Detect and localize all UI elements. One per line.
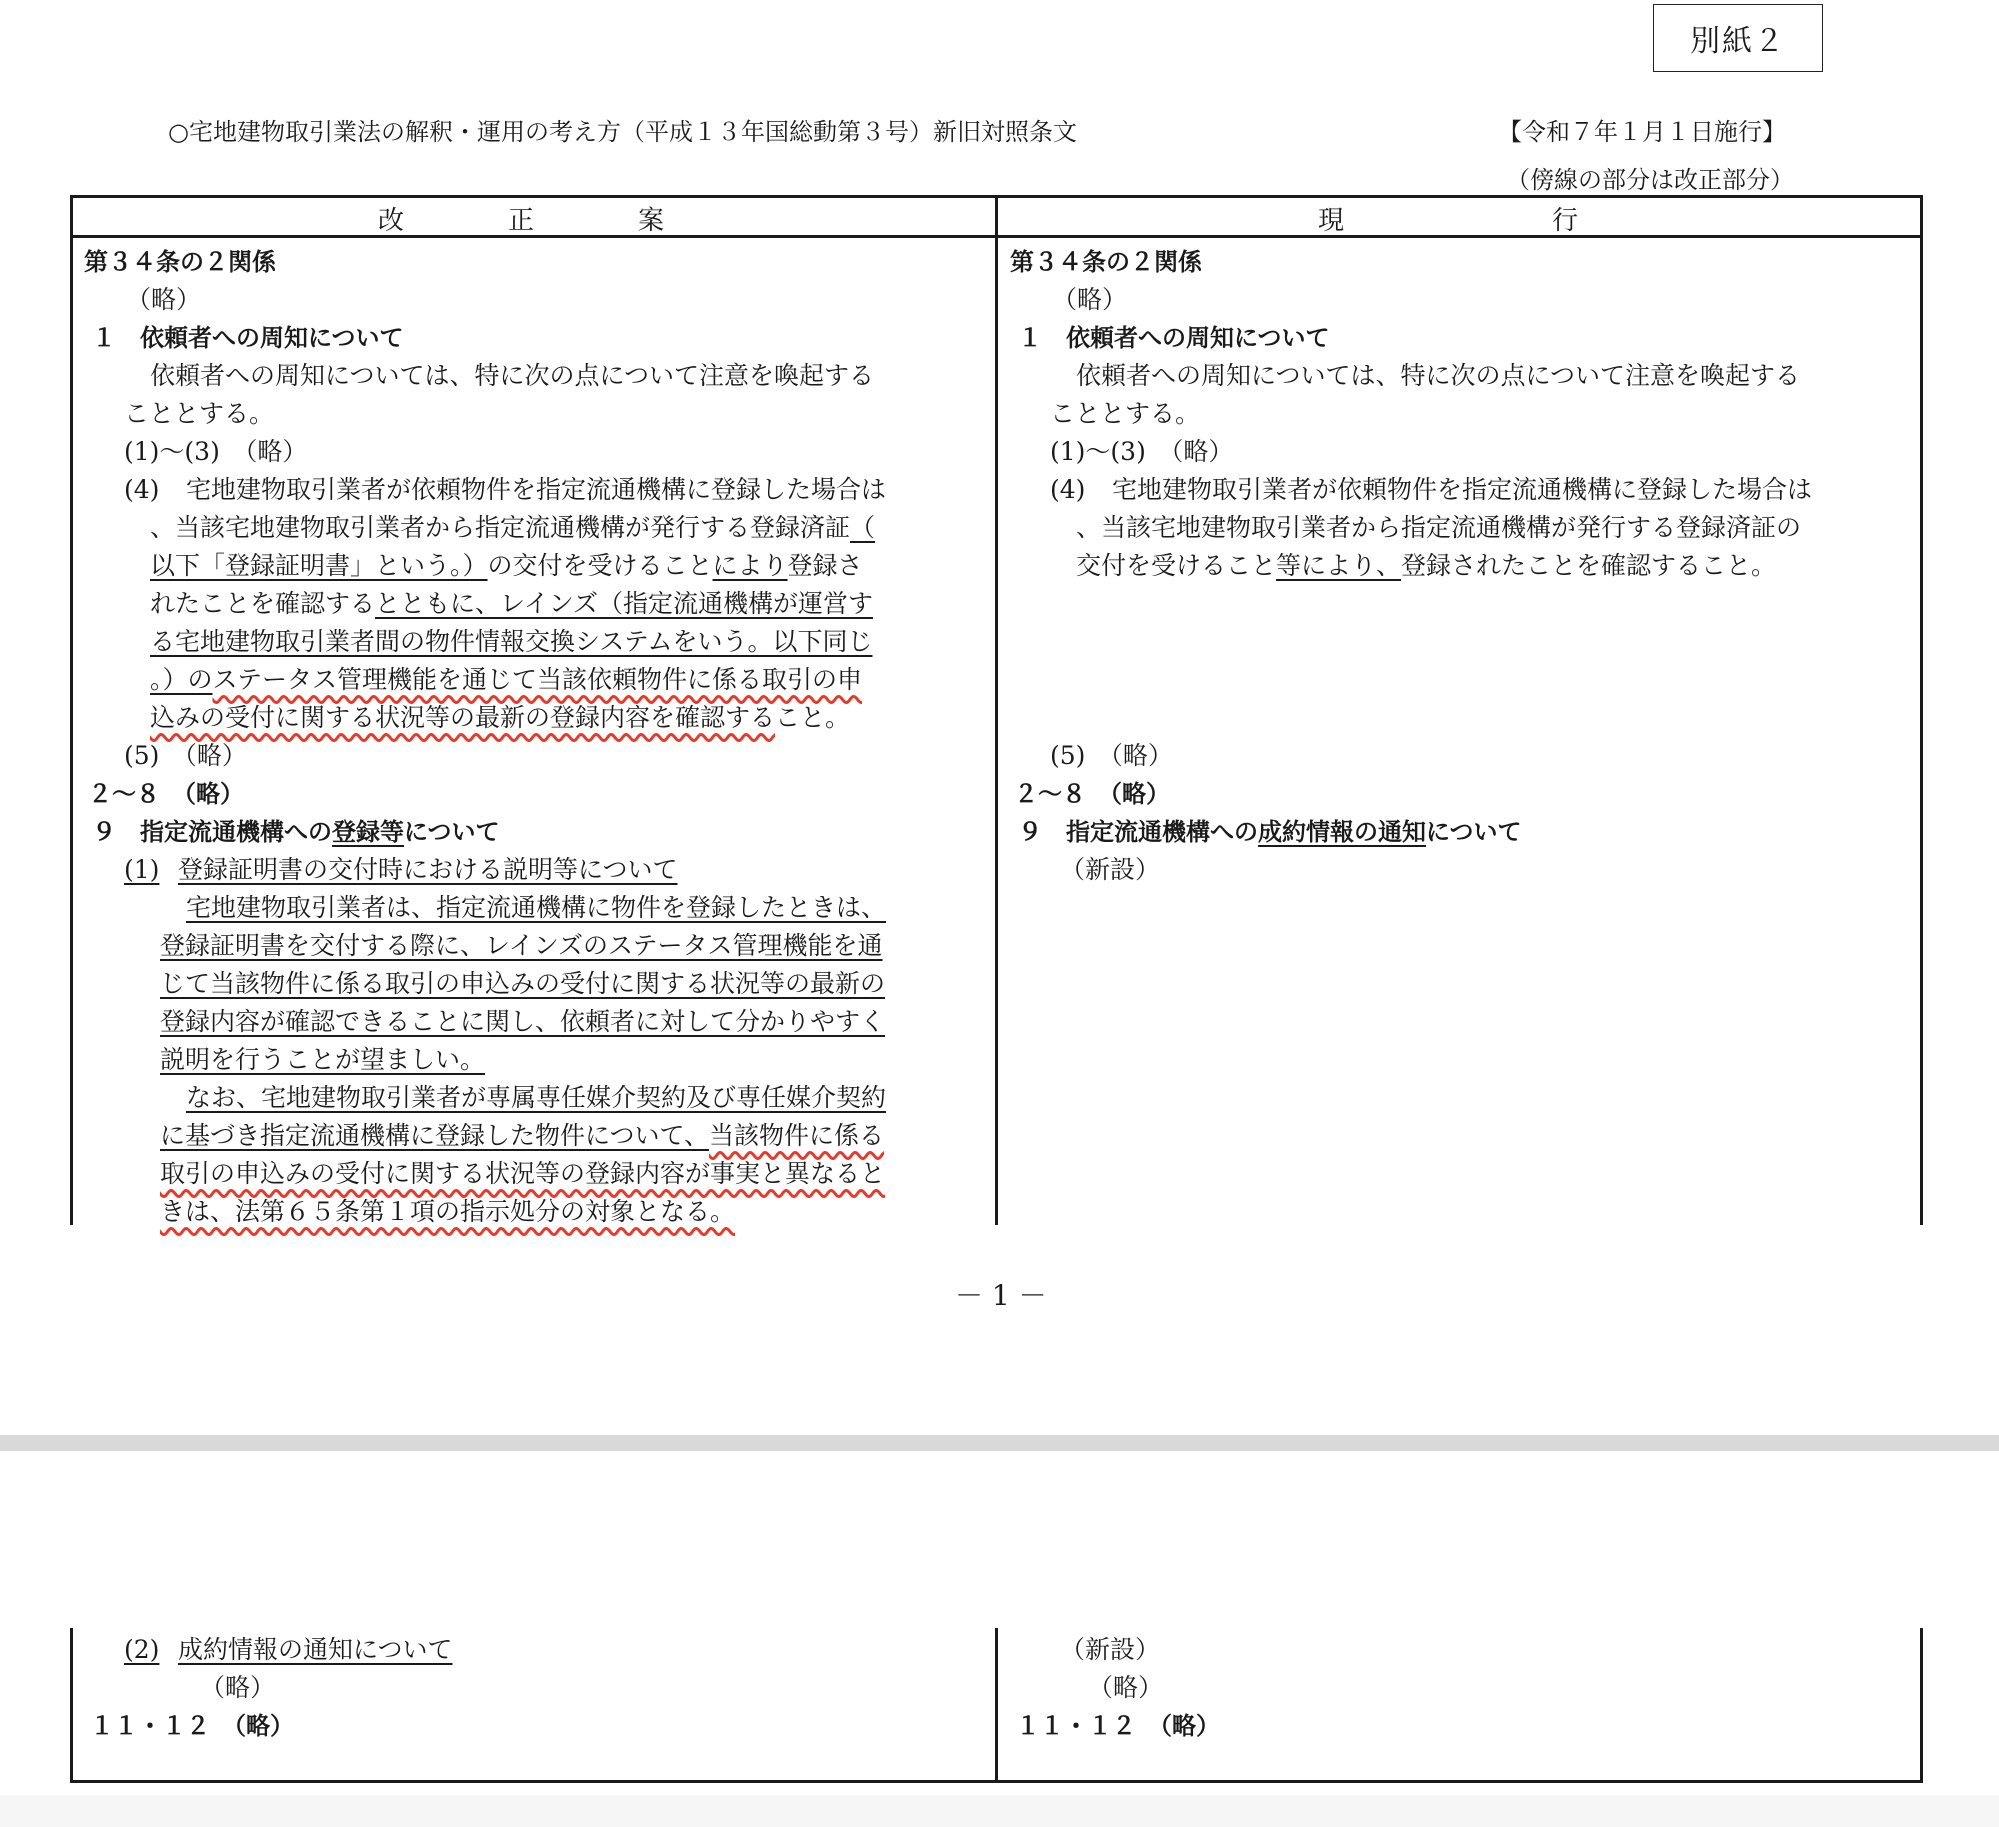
amended-text: 。）の [150, 665, 213, 694]
item-title: 依頼者への周知について [1066, 324, 1330, 352]
body-text: 依頼者への周知については、特に次の点について注意を喚起する [150, 361, 875, 390]
amended-text: 成約情報の通知 [1258, 818, 1426, 846]
items-omitted: １１・１２ （略） [90, 1712, 294, 1740]
amended-text: 説明を行うことが望ましい。 [160, 1045, 486, 1074]
page-separator [0, 1435, 1999, 1451]
section-heading: 第３４条の２関係 [1010, 248, 1202, 276]
amended-text: 宅地建物取引業者は、指定流通機構に物件を登録したときは、 [186, 893, 887, 922]
text-run: 交付を受けること [1076, 551, 1277, 580]
item-title: 依頼者への周知について [140, 324, 404, 352]
omitted-text: （略） [200, 1673, 276, 1702]
new-provision-marker: （新設） [1060, 1635, 1161, 1664]
body-text: 宅地建物取引業者が依頼物件を指定流通機構に登録した場合は [186, 475, 887, 504]
text-run: れたことを確認する [150, 589, 376, 618]
page-bottom-edge [0, 1795, 1999, 1827]
item-title [1066, 813, 1522, 851]
amended-text: 等により、 [1276, 551, 1402, 580]
subitem-omitted: (1)～(3) （略） [124, 437, 308, 466]
amendment-note: （傍線の部分は改正部分） [1506, 166, 1794, 194]
subitem-omitted: (1)～(3) （略） [1050, 437, 1234, 466]
annex-label [1653, 4, 1823, 72]
text-run: 、当該宅地建物取引業者から指定流通機構が発行する登録済証 [150, 513, 851, 542]
omitted-text: （略） [1088, 1673, 1164, 1702]
body-text [1076, 547, 1776, 585]
item-number: ９ [92, 818, 116, 846]
amended-text: る宅地建物取引業者間の物件情報交換システムをいう。以下同じ [150, 627, 873, 656]
body-text [160, 1117, 884, 1155]
subitem-label: (4) [1050, 475, 1086, 504]
highlighted-text: きは、法第６５条第１項の指示処分の対象となる。 [160, 1197, 736, 1226]
highlighted-text: ステータス管理機能を通じて当該依頼物件に係る取引の申 [212, 665, 863, 694]
item-number: ９ [1018, 818, 1042, 846]
amended-text: 以下「登録証明書」という。） [150, 551, 488, 580]
item-title [140, 813, 500, 851]
highlighted-text: 込みの受付に関する状況等の最新の登録内容を確認する [150, 703, 776, 732]
subitem-label: (1) [124, 855, 160, 884]
amended-text: 登録証明書を交付する際に、レインズのステータス管理機能を通 [160, 931, 883, 960]
body-text [150, 585, 873, 623]
text-run: について [404, 818, 500, 846]
amended-text: 登録内容が確認できることに関し、依頼者に対して分かりやすく [160, 1007, 886, 1036]
subitem-label: (4) [124, 475, 160, 504]
item-number: １ [92, 324, 116, 352]
body-text [150, 547, 863, 585]
highlighted-text: 取引の申込みの受付に関する状況等の登録内容が事実と異なると [160, 1159, 886, 1188]
items-omitted: ２～８ （略） [88, 780, 244, 808]
section-heading: 第３４条の２関係 [84, 248, 276, 276]
document-title: ○宅地建物取引業法の解釈・運用の考え方（平成１３年国総動第３号）新旧対照条文 [168, 118, 1077, 146]
header-current: 現 行 [1318, 206, 1579, 236]
items-omitted: １１・１２ （略） [1016, 1712, 1220, 1740]
amended-text: 登録等 [332, 818, 404, 846]
subitem-omitted: (5) （略） [124, 741, 247, 770]
page-number: － 1 － [955, 1279, 1047, 1312]
annex-label-text: 別紙２ [1690, 24, 1786, 59]
column-divider [995, 1628, 998, 1783]
body-text [150, 661, 862, 699]
subitem-title: 成約情報の通知について [178, 1635, 453, 1664]
text-run: こと。 [775, 703, 851, 732]
amended-text: （ [850, 513, 876, 542]
text-run: 指定流通機構への [140, 818, 332, 846]
subitem-omitted: (5) （略） [1050, 741, 1173, 770]
column-divider [995, 195, 998, 1225]
effective-date: 【令和７年１月１日施行】 [1498, 118, 1786, 146]
amended-text: に基づき指定流通機構に登録した物件について、 [160, 1121, 710, 1150]
body-text [150, 699, 850, 737]
text-run: 指定流通機構への [1066, 818, 1258, 846]
omitted-text: （略） [126, 285, 202, 314]
text-run: の交付を受けること [487, 551, 713, 580]
items-omitted: ２～８ （略） [1014, 780, 1170, 808]
amended-text: じて当該物件に係る取引の申込みの受付に関する状況等の最新の [160, 969, 886, 998]
body-text: 宅地建物取引業者が依頼物件を指定流通機構に登録した場合は [1112, 475, 1813, 504]
amended-text: なお、宅地建物取引業者が専属専任媒介契約及び専任媒介契約 [186, 1083, 887, 1112]
new-provision-marker: （新設） [1060, 855, 1161, 884]
body-text: こととする。 [1050, 399, 1201, 428]
text-run: 登録されたことを確認すること。 [1401, 551, 1777, 580]
subitem-title: 登録証明書の交付時における説明等について [178, 855, 678, 884]
subitem-label: (2) [124, 1635, 160, 1664]
body-text: こととする。 [124, 399, 275, 428]
omitted-text: （略） [1052, 285, 1128, 314]
body-text: 依頼者への周知については、特に次の点について注意を喚起する [1076, 361, 1801, 390]
body-text [150, 509, 875, 547]
amended-text: とともに、レインズ（指定流通機構が運営す [375, 589, 874, 618]
text-run: 登録さ [787, 551, 863, 580]
body-text: 、当該宅地建物取引業者から指定流通機構が発行する登録済証の [1076, 513, 1802, 542]
highlighted-text: 当該物件に係る [709, 1121, 885, 1150]
text-run: について [1426, 818, 1522, 846]
item-number: １ [1018, 324, 1042, 352]
amended-text: により [712, 551, 788, 580]
header-revised: 改 正 案 [378, 206, 665, 236]
